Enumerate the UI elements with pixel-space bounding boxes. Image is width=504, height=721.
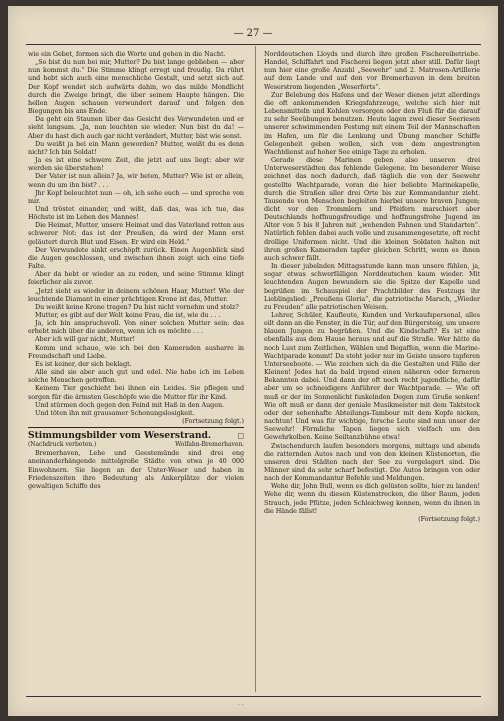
footer-rule [26,696,481,697]
section-text [28,449,244,490]
paragraph: Mutter, es gibt auf der Welt keine Frau, die ist, wie du . . . [35,311,221,319]
article-text [264,50,480,515]
paragraph: „Jetzt sieht es wieder in deinem schönen Haar, Mutter! Wie der leuchtende Diamant in einer prächtigen Krone ist das, Mutter. [28,286,244,303]
paragraph: Aber ich will gar nicht, Mutter! [35,335,136,344]
reprint-notice: (Nachdruck verboten.) [28,441,97,449]
paragraph: Es ist keiner, der sich beklagt. [35,359,132,368]
paragraph: Die Heimat, Mutter, unsere Heimat und das Vaterland retten aus schwerer Not: das ist der Preußen, da wird der Mann erst geläutert durch Blut und Eisen. Er wird ein Held.“ [28,221,244,246]
paragraph: Norddeutschen Lloyds und durch ihre großen Fischereibetriebe. Handel, Schiffahrt und Fischerei liegen jetzt aber still. Dafür liegt nun hier eine große Anzahl „Seewehr“ und 2. Matrosen-Artillerie auf dem Lande und auf den vor Bremerhaven in dem breiten Weserstrom liegenden „Weserforts“. [264,50,480,91]
paragraph: Und tröstet einander, und wißt, daß das, was ich tue, das Höchste ist im Leben des Mannes! [28,204,244,222]
paragraph: Aber da hebt er wieder an zu reden, und seine Stimme klingt feierlicher als zuvor. [28,270,244,287]
paragraph: Komm und schaue, wie ich bei den Kameraden ausharre in Freundschaft und Liebe. [28,343,244,360]
paragraph: Der Verwundete sinkt erschöpft zurück. Einen Augenblick sind die Augen geschlossen, und zwischen ihnen zeigt sich eine tiefe Falte. [28,245,244,271]
paragraph: „So bist du nun bei mir, Mutter? Du bist lange geblieben — aber nun kommst du.“ Die Stimme klingt erregt und freudig. Da rührt und hebt sich auch eine menschliche Gestalt, und setzt sich auf. Der Kopf wendet sich aufwärts dahin, wo das milde Mondlicht durch die Zweige bringt, die über seinem Haupte hängen. Die hellen Augen schauen verwundert darauf und folgen den Biegungen bis ans Ende. [28,58,244,116]
header-rule [26,44,481,45]
paragraph: Keinem Tier geschieht bei ihnen ein Leides. Sie pflegen und sorgen für die ärmsten Geschöpfe wie die Mutter für ihr Kind. [28,384,244,401]
byline [28,441,244,449]
paragraph: Und töten ihn mit grausamer Schonungslosigkeit. [35,408,195,417]
footer-marks: . . [238,700,244,707]
section-heading [28,430,244,441]
paragraph: Du weißt ja bei ein Mann geworden? Mutter, weißt du es denn nicht? Ich bin Soldat! [28,139,244,156]
paragraph: Gerade diese Marinen geben also unseren drei Unterweserstädten das fehlende Gelegene. Im besonderer Weise zeichnet das noch dadurch, daß täglich die von der Seewehr gestellte Wachtparade, voran die hier beliebte Marinekapelle, durch die Straßen aller drei Orte bis zur Kommandantur zieht. Tausende von Menschen begleiten hierbei unsere braven Jungen; dicht vor den Trommlern und Pfeifern marschiert aber Deutschlands hoffnungsfreudige und hoffnungsfrohe Jugend im Alter von 5 bis 8 Jahren mit „wehenden Fahnen und Standarten“. Natürlich fehlen dabei auch volle und zusammengesetzte, oft recht drollige Uniformen nicht. Und die kleinen Soldaten halten mit ihren großen Kameraden tapfer gleichen Schritt, wenn es ihnen auch schwer fällt. [264,156,480,262]
newspaper-page [8,6,498,716]
paragraph: Da geht ein Staunen über das Gesicht des Verwundeten und er sieht langsam. „Ja, nun leuchten sie wieder. Nun bist du da! — Aber du hast dich auch gar nicht verändert, Mutter, bist wie sonst. [28,115,244,140]
paragraph: Ja, ich bin anspruchsvoll. Von einer solchen Mutter sein: das erhebt mich über die anderen, wenn ich es möchte . . . [28,319,244,336]
paragraph: Zwischendurch laufen besonders morgens, mittags und abends die ratternden Autos nach und von den kleinen Küstenorten, die unseren drei Städten nach der See zu vorgelagert sind. Die Männer sind da sehr scharf befestigt. Die Autos bringen von oder nach der Kommandantur Befehle und Meldungen. [264,441,480,483]
column-divider [255,46,256,692]
paragraph: Lehrer, Schüler, Kaufleute, Kunden und Verkaufspersonal, alles eilt dann an die Fenster, in die Tür, auf den Bürgersteig, um unsere blauen Jungen zu begrüßen. Und die Kindschaft? Es ist eine ebenfalls aus dem Hause heraus und auf die Straße. Wer hätte da noch Lust zum Zeitlichen, Wählen und Begaffen, wenn die Marine-Wachtparade kommt! Da steht jeder nur im Geiste unsere tapferen Unterseeboote. — Wie zeichen sich da die Gestalten und Fälle der Kleinen! Jedes hat da bald irgend einen näheren oder ferneren Bekannten dabei. Und dann der oft noch recht jugendliche, dafür aber um so schneidigere Anführer der Wachtparade. — Wie oft muß er der im Sonnenlicht funkelnden Degen zum Gruße senken! Wie oft muß er dann der geniale Musikmeister mit dem Taktstock oder der sehenhafte Abteilungs-Tambour mit dem Kopfe nicken, nachtun! Und was für wichtige, forsche Leute sind nun unser der Seewehr! Förmliche Tapen liegen sich vielfach um den Gewehrkolben. Keine Seiltanzbühne etwa! [264,311,480,442]
paragraph: Zur Belebung des Hafens und der Weser dienen jetzt allerdings die oft ankommenden Kriegsfahrzeuge, welche sich hier mit Lebensmitteln und Kohlen versorgen oder den Fluß für die darauf zu sehr Seeübungen benutzen. Heute lagen zwei dieser Seeriesen unserer schwimmenden Festung mit einem Teil der Mannschaften im Hafen, um für die Lenkung und Übung mancher Schiffe Gelegenheit geben wollen, sich von dem angestrengten Wachtdienst auf hoher See einige Tage zu erholen. [264,90,480,156]
section-separator [28,427,244,428]
continuation-note: (Fortsetzung folgt.) [182,417,244,426]
section-title: Stimmungsbilder vom Weserstrand. [28,430,212,442]
page-number: — 27 — [233,28,273,39]
paragraph: Bremerhaven, Lehe und Geestemünde sind drei eng aneinanderhängende mittelgroße Städte von etwa je 40 000 Einwohnern. Sie liegen an der Unter-Weser und haben in Friedenszeiten ihre Bedeutung als Ankerplätze der vielen gewaltigen Schiffe des [28,449,244,490]
paragraph: Alle sind sie aber auch gut und edel. Nie habe ich im Leben solche Menschen getroffen. [28,368,244,385]
paragraph: Der Vater ist nun allein? Ja, wir beten, Mutter? Wie ist er allein, wenn du um ihn bist? . . . [28,172,244,189]
right-column [264,50,480,523]
paragraph: Wehe dir, John Bull, wenn es dich gelüsten sollte, hier zu landen! Wehe dir, wenn du diesen Küstenstrecken, die über Raum, jeden Strauch, jede Pfütze, jeden Schleichweg kennen, wenn du ihnen in die Hände fällst! [264,482,480,515]
paragraph: Und stürmen doch gegen den Feind mit Haß in den Augen. [35,400,225,409]
story-text [28,50,244,417]
paragraph: Jhr Kopf beleuchtet nun — oh, ich sehe euch — und spreche von mir. [28,188,244,205]
paragraph: In dieser jubelnden Mittagsstunde kann man unsere fühlen, ja, sogar etwas schwerfälligen Norddeutschen kaum wieder. Mit leuchtenden Augen bewundern sie die Spitze der Kapelle und begrüßen im Schauspiel der Prachtbilder des Festzugs ihr Lieblingslied: „Preußens Gloria“, die patriotische Marsch, „Wieder zu Freuden“ alle patriotischen Weisen. [264,262,480,311]
author-location: Wolfahn-Bremerhaven. [175,441,244,449]
paragraph: Ja es ist eine schwere Zeit, die jetzt auf uns liegt: aber wir werden sie überstehen! [28,156,244,173]
continuation-note-right: (Fortsetzung folgt.) [418,514,480,523]
paragraph: Du weißt keine Krone tragen? Du bist nicht vornehm und stolz? [35,302,239,311]
left-column [28,50,244,490]
section-marker: □ [237,431,244,441]
paragraph: wie ein Gebet, formen sich die Worte und gehen in die Nacht. [28,50,226,58]
